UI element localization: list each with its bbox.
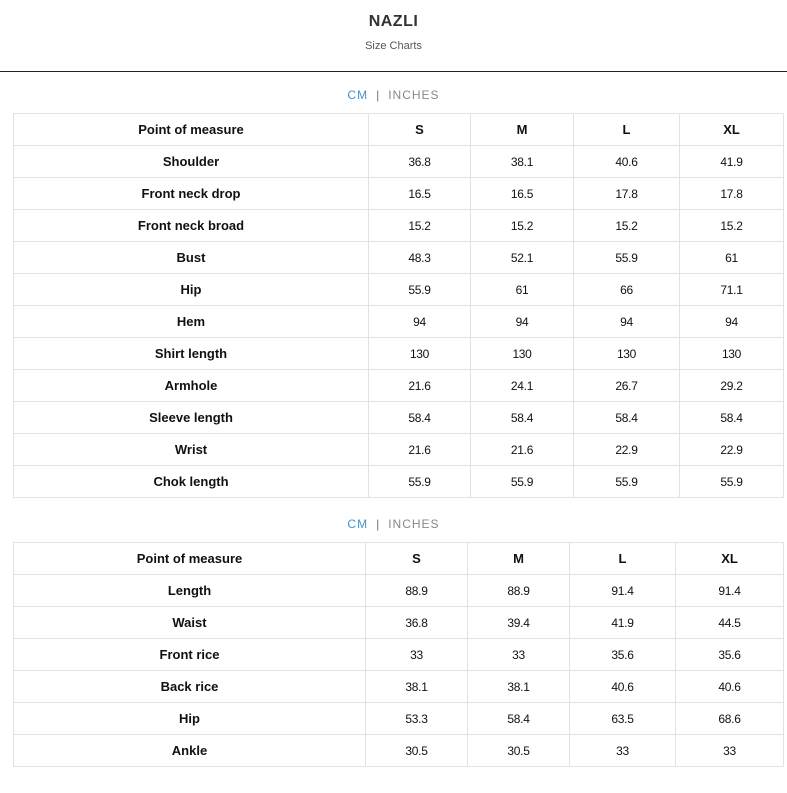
measure-value: 41.9 [570,607,676,639]
measure-value: 38.1 [366,671,468,703]
measure-value: 17.8 [680,178,784,210]
measure-value: 41.9 [680,146,784,178]
measure-value: 58.4 [468,703,570,735]
column-header-size: XL [680,114,784,146]
toggle-separator: | [376,88,381,102]
measure-value: 91.4 [676,575,784,607]
measure-value: 94 [574,306,680,338]
measure-label: Front neck broad [14,210,369,242]
measure-value: 16.5 [369,178,471,210]
measure-value: 21.6 [369,434,471,466]
measure-value: 26.7 [574,370,680,402]
table-header-row [14,543,784,575]
measure-label: Shirt length [14,338,369,370]
measure-value: 17.8 [574,178,680,210]
measure-value: 38.1 [468,671,570,703]
table-row [14,402,784,434]
measure-value: 36.8 [366,607,468,639]
measure-label: Hip [14,274,369,306]
table-row [14,242,784,274]
cm-toggle-button[interactable]: CM [347,517,369,531]
measure-label: Length [14,575,366,607]
measure-label: Waist [14,607,366,639]
measure-value: 35.6 [570,639,676,671]
measure-value: 40.6 [574,146,680,178]
measure-value: 63.5 [570,703,676,735]
measure-label: Sleeve length [14,402,369,434]
column-header-size: XL [676,543,784,575]
table-row [14,178,784,210]
measure-value: 21.6 [369,370,471,402]
measure-value: 24.1 [471,370,574,402]
measure-value: 94 [471,306,574,338]
table-row [14,434,784,466]
column-header-size: L [574,114,680,146]
measure-value: 55.9 [369,466,471,498]
inches-toggle-button[interactable]: INCHES [388,517,440,531]
measure-label: Chok length [14,466,369,498]
size-chart-table-bottom [13,542,784,767]
measure-value: 55.9 [574,466,680,498]
measure-value: 68.6 [676,703,784,735]
measure-value: 66 [574,274,680,306]
measure-value: 33 [366,639,468,671]
measure-value: 58.4 [680,402,784,434]
column-header-size: M [471,114,574,146]
table-row [14,146,784,178]
table-header-row [14,114,784,146]
unit-toggle-2 [0,517,787,531]
measure-value: 88.9 [468,575,570,607]
toggle-separator: | [376,517,381,531]
measure-label: Hip [14,703,366,735]
measure-value: 61 [680,242,784,274]
table-row [14,671,784,703]
measure-value: 58.4 [471,402,574,434]
measure-label: Wrist [14,434,369,466]
measure-value: 48.3 [369,242,471,274]
measure-value: 53.3 [366,703,468,735]
unit-toggle-1 [0,88,787,102]
measure-value: 61 [471,274,574,306]
brand-title: NAZLI [368,13,419,30]
table-row [14,575,784,607]
measure-value: 130 [369,338,471,370]
measure-label: Front rice [14,639,366,671]
measure-label: Hem [14,306,369,338]
measure-value: 58.4 [369,402,471,434]
column-header-size: S [366,543,468,575]
measure-value: 22.9 [574,434,680,466]
measure-value: 38.1 [471,146,574,178]
measure-label: Shoulder [14,146,369,178]
measure-value: 22.9 [680,434,784,466]
size-chart-table-top [13,113,784,498]
measure-label: Ankle [14,735,366,767]
cm-toggle-button[interactable]: CM [347,88,369,102]
measure-value: 33 [570,735,676,767]
measure-value: 58.4 [574,402,680,434]
page-subtitle: Size Charts [365,40,422,52]
measure-value: 52.1 [471,242,574,274]
column-header-point-of-measure: Point of measure [14,114,369,146]
measure-value: 94 [680,306,784,338]
table-row [14,735,784,767]
page-header [0,0,787,72]
table-row [14,607,784,639]
measure-value: 55.9 [680,466,784,498]
measure-value: 29.2 [680,370,784,402]
measure-value: 16.5 [471,178,574,210]
measure-value: 130 [574,338,680,370]
measure-value: 44.5 [676,607,784,639]
measure-value: 39.4 [468,607,570,639]
measure-value: 15.2 [471,210,574,242]
measure-value: 88.9 [366,575,468,607]
measure-label: Armhole [14,370,369,402]
measure-value: 55.9 [369,274,471,306]
measure-label: Bust [14,242,369,274]
column-header-point-of-measure: Point of measure [14,543,366,575]
measure-value: 36.8 [369,146,471,178]
measure-label: Front neck drop [14,178,369,210]
table-row [14,306,784,338]
measure-value: 40.6 [570,671,676,703]
measure-label: Back rice [14,671,366,703]
measure-value: 30.5 [468,735,570,767]
column-header-size: L [570,543,676,575]
column-header-size: M [468,543,570,575]
measure-value: 71.1 [680,274,784,306]
measure-value: 130 [680,338,784,370]
measure-value: 35.6 [676,639,784,671]
inches-toggle-button[interactable]: INCHES [388,88,440,102]
column-header-size: S [369,114,471,146]
measure-value: 30.5 [366,735,468,767]
table-row [14,274,784,306]
measure-value: 91.4 [570,575,676,607]
table-row [14,210,784,242]
table-row [14,338,784,370]
measure-value: 15.2 [369,210,471,242]
measure-value: 55.9 [574,242,680,274]
measure-value: 15.2 [680,210,784,242]
measure-value: 33 [676,735,784,767]
measure-value: 33 [468,639,570,671]
measure-value: 21.6 [471,434,574,466]
measure-value: 94 [369,306,471,338]
table-row [14,639,784,671]
measure-value: 130 [471,338,574,370]
measure-value: 55.9 [471,466,574,498]
table-row [14,466,784,498]
table-row [14,703,784,735]
measure-value: 40.6 [676,671,784,703]
measure-value: 15.2 [574,210,680,242]
table-row [14,370,784,402]
